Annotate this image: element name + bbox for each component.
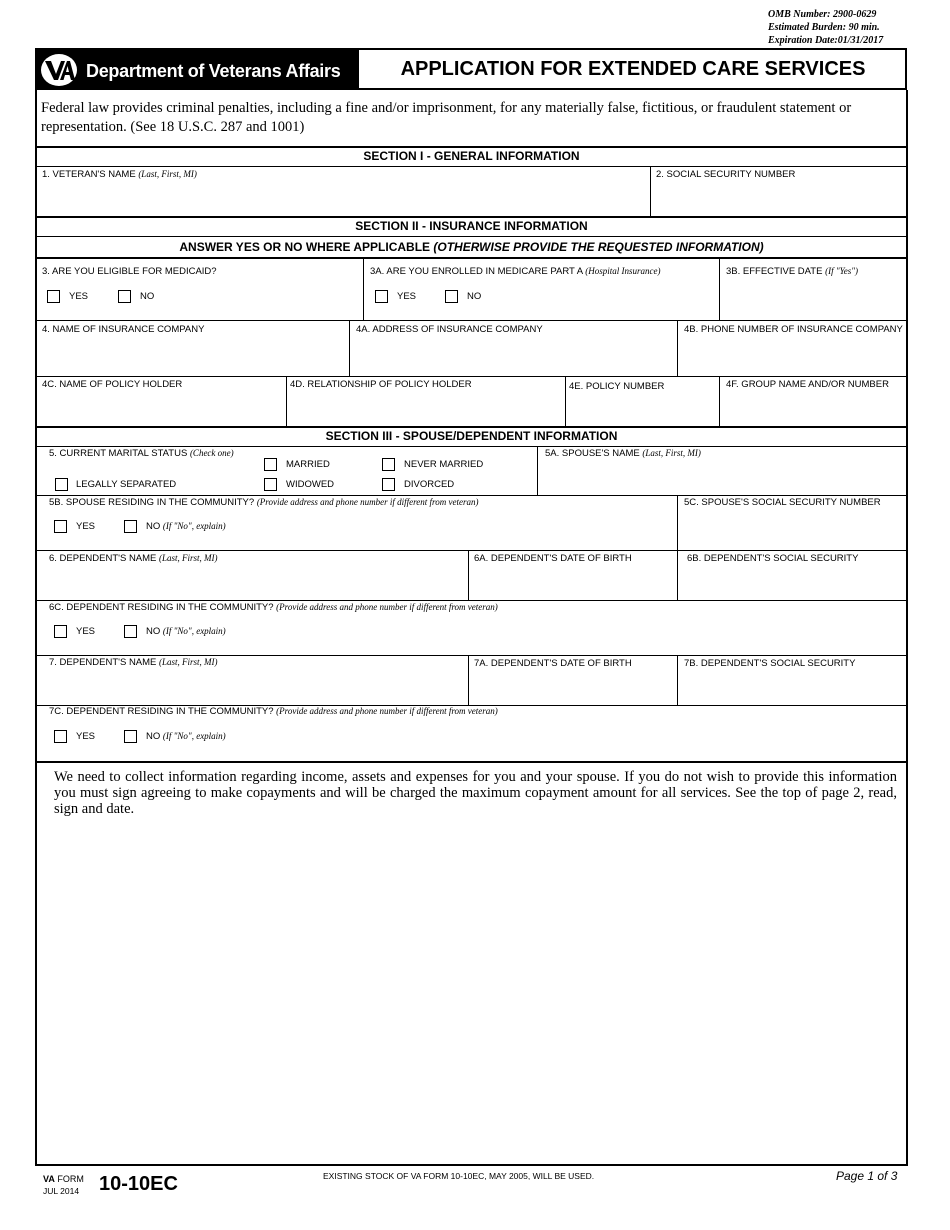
divider bbox=[35, 216, 908, 218]
divider bbox=[35, 550, 908, 551]
spouse-name-field[interactable]: 5A. SPOUSE'S NAME (Last, First, MI) bbox=[545, 448, 701, 459]
divider bbox=[35, 257, 908, 259]
divider bbox=[35, 320, 908, 321]
dependent-6-residing-yes-checkbox[interactable] bbox=[54, 625, 67, 638]
widowed-checkbox[interactable] bbox=[264, 478, 277, 491]
footer-existing-stock: EXISTING STOCK OF VA FORM 10-10EC, MAY 2005, WILL BE USED. bbox=[323, 1171, 595, 1181]
cell-divider bbox=[719, 376, 720, 426]
cell-divider bbox=[677, 495, 678, 550]
medicaid-no-checkbox[interactable] bbox=[118, 290, 131, 303]
divider bbox=[35, 600, 908, 601]
cell-divider bbox=[468, 550, 469, 600]
agency-name: Department of Veterans Affairs bbox=[86, 61, 341, 81]
section-2-title: SECTION II - INSURANCE INFORMATION bbox=[355, 219, 588, 233]
divider bbox=[35, 495, 908, 496]
omb-expiration: Expiration Date:01/31/2017 bbox=[768, 35, 884, 46]
effective-date-field[interactable]: 3B. EFFECTIVE DATE (If "Yes") bbox=[726, 266, 859, 277]
veteran-name-field[interactable]: 1. VETERAN'S NAME (Last, First, MI) bbox=[42, 169, 197, 180]
divider bbox=[35, 166, 908, 167]
option-label: YES bbox=[76, 521, 96, 532]
cell-divider bbox=[677, 655, 678, 705]
divider bbox=[35, 761, 908, 763]
cell-divider bbox=[349, 320, 350, 376]
omb-info bbox=[768, 8, 883, 47]
option-label: LEGALLY SEPARATED bbox=[76, 479, 177, 490]
spouse-residing-question: 5B. SPOUSE RESIDING IN THE COMMUNITY? (Provide address and phone number if different from veteran) bbox=[49, 497, 479, 508]
insurance-phone-field[interactable]: 4B. PHONE NUMBER OF INSURANCE COMPANY bbox=[684, 324, 903, 335]
option-label: NO bbox=[140, 291, 155, 302]
spouse-residing-yes-checkbox[interactable] bbox=[54, 520, 67, 533]
section-3-title: SECTION III - SPOUSE/DEPENDENT INFORMATION bbox=[325, 429, 618, 443]
dependent-7-residing-no-checkbox[interactable] bbox=[124, 730, 137, 743]
footer-form-date: JUL 2014 bbox=[43, 1186, 80, 1196]
omb-number: OMB Number: 2900-0629 bbox=[768, 9, 877, 20]
medicaid-yes-checkbox[interactable] bbox=[47, 290, 60, 303]
section-1-title: SECTION I - GENERAL INFORMATION bbox=[363, 149, 580, 163]
legal-notice: Federal law provides criminal penalties, including a fine and/or imprisonment, for any materially false, fictitious, or fraudulent statement or representation. (See 18 U.S.C. 287 and 1001) bbox=[41, 100, 852, 135]
ssn-field[interactable]: 2. SOCIAL SECURITY NUMBER bbox=[656, 169, 796, 180]
cell-divider bbox=[286, 376, 287, 426]
dependent-6-residing-no-checkbox[interactable] bbox=[124, 625, 137, 638]
dependent-7-ssn-field[interactable]: 7B. DEPENDENT'S SOCIAL SECURITY bbox=[684, 658, 856, 669]
cell-divider bbox=[719, 257, 720, 320]
footer-va-form: VA FORM bbox=[43, 1174, 84, 1184]
married-checkbox[interactable] bbox=[264, 458, 277, 471]
medicaid-question: 3. ARE YOU ELIGIBLE FOR MEDICAID? bbox=[42, 266, 217, 277]
spouse-ssn-field[interactable]: 5C. SPOUSE'S SOCIAL SECURITY NUMBER bbox=[684, 497, 881, 508]
group-field[interactable]: 4F. GROUP NAME AND/OR NUMBER bbox=[726, 379, 889, 390]
medicare-yes-checkbox[interactable] bbox=[375, 290, 388, 303]
marital-status-question: 5. CURRENT MARITAL STATUS (Check one) bbox=[49, 448, 234, 459]
spouse-residing-no-checkbox[interactable] bbox=[124, 520, 137, 533]
insurance-address-field[interactable]: 4A. ADDRESS OF INSURANCE COMPANY bbox=[356, 324, 543, 335]
option-label: YES bbox=[76, 626, 96, 637]
income-notice: We need to collect information regarding income, assets and expenses for you and your spouse. If you do not wish to provide this information you must sign agreeing to make copayments and will be charged the maximum copayment amount for all services. See the top of page 2, read, sign and date. bbox=[54, 769, 897, 817]
footer-form-number: 10-10EC bbox=[99, 1173, 178, 1195]
option-label: NO (If "No", explain) bbox=[146, 521, 226, 532]
option-label: NO (If "No", explain) bbox=[146, 731, 226, 742]
divider bbox=[35, 446, 908, 447]
dependent-6-dob-field[interactable]: 6A. DEPENDENT'S DATE OF BIRTH bbox=[474, 553, 632, 564]
dependent-6-ssn-field[interactable]: 6B. DEPENDENT'S SOCIAL SECURITY bbox=[687, 553, 859, 564]
footer-page-number: Page 1 of 3 bbox=[836, 1169, 898, 1183]
cell-divider bbox=[677, 550, 678, 600]
dependent-7-dob-field[interactable]: 7A. DEPENDENT'S DATE OF BIRTH bbox=[474, 658, 632, 669]
dependent-7-residing-yes-checkbox[interactable] bbox=[54, 730, 67, 743]
cell-divider bbox=[468, 655, 469, 705]
never-married-checkbox[interactable] bbox=[382, 458, 395, 471]
option-label: WIDOWED bbox=[286, 479, 335, 490]
divorced-checkbox[interactable] bbox=[382, 478, 395, 491]
cell-divider bbox=[565, 376, 566, 426]
divider bbox=[35, 376, 908, 377]
option-label: DIVORCED bbox=[404, 479, 455, 490]
divider bbox=[35, 426, 908, 428]
policy-number-field[interactable]: 4E. POLICY NUMBER bbox=[569, 381, 665, 392]
dependent-7-residing-question: 7C. DEPENDENT RESIDING IN THE COMMUNITY? (Provide address and phone number if different from veteran) bbox=[49, 706, 498, 717]
option-label: MARRIED bbox=[286, 459, 330, 470]
dependent-7-name-field[interactable]: 7. DEPENDENT'S NAME (Last, First, MI) bbox=[49, 657, 218, 668]
insurance-name-field[interactable]: 4. NAME OF INSURANCE COMPANY bbox=[42, 324, 205, 335]
cell-divider bbox=[363, 257, 364, 320]
section-2-instruction: ANSWER YES OR NO WHERE APPLICABLE (OTHERWISE PROVIDE THE REQUESTED INFORMATION) bbox=[179, 240, 764, 254]
dependent-6-name-field[interactable]: 6. DEPENDENT'S NAME (Last, First, MI) bbox=[49, 553, 218, 564]
option-label: YES bbox=[397, 291, 417, 302]
policy-holder-field[interactable]: 4C. NAME OF POLICY HOLDER bbox=[42, 379, 183, 390]
legally-separated-checkbox[interactable] bbox=[55, 478, 68, 491]
form-header bbox=[35, 48, 907, 90]
divider bbox=[35, 236, 908, 237]
va-seal-icon bbox=[40, 53, 78, 87]
cell-divider bbox=[537, 446, 538, 495]
option-label: NEVER MARRIED bbox=[404, 459, 484, 470]
omb-burden: Estimated Burden: 90 min. bbox=[768, 22, 880, 33]
divider bbox=[35, 146, 908, 148]
option-label: NO bbox=[467, 291, 482, 302]
cell-divider bbox=[650, 166, 651, 216]
cell-divider bbox=[677, 320, 678, 376]
va-logo bbox=[37, 50, 357, 90]
option-label: YES bbox=[76, 731, 96, 742]
medicare-no-checkbox[interactable] bbox=[445, 290, 458, 303]
form-title: APPLICATION FOR EXTENDED CARE SERVICES bbox=[357, 50, 907, 90]
option-label: YES bbox=[69, 291, 89, 302]
dependent-6-residing-question: 6C. DEPENDENT RESIDING IN THE COMMUNITY? (Provide address and phone number if different from veteran) bbox=[49, 602, 498, 613]
medicare-question: 3A. ARE YOU ENROLLED IN MEDICARE PART A (Hospital Insurance) bbox=[370, 266, 661, 277]
divider bbox=[35, 655, 908, 656]
option-label: NO (If "No", explain) bbox=[146, 626, 226, 637]
relationship-field[interactable]: 4D. RELATIONSHIP OF POLICY HOLDER bbox=[290, 379, 472, 390]
